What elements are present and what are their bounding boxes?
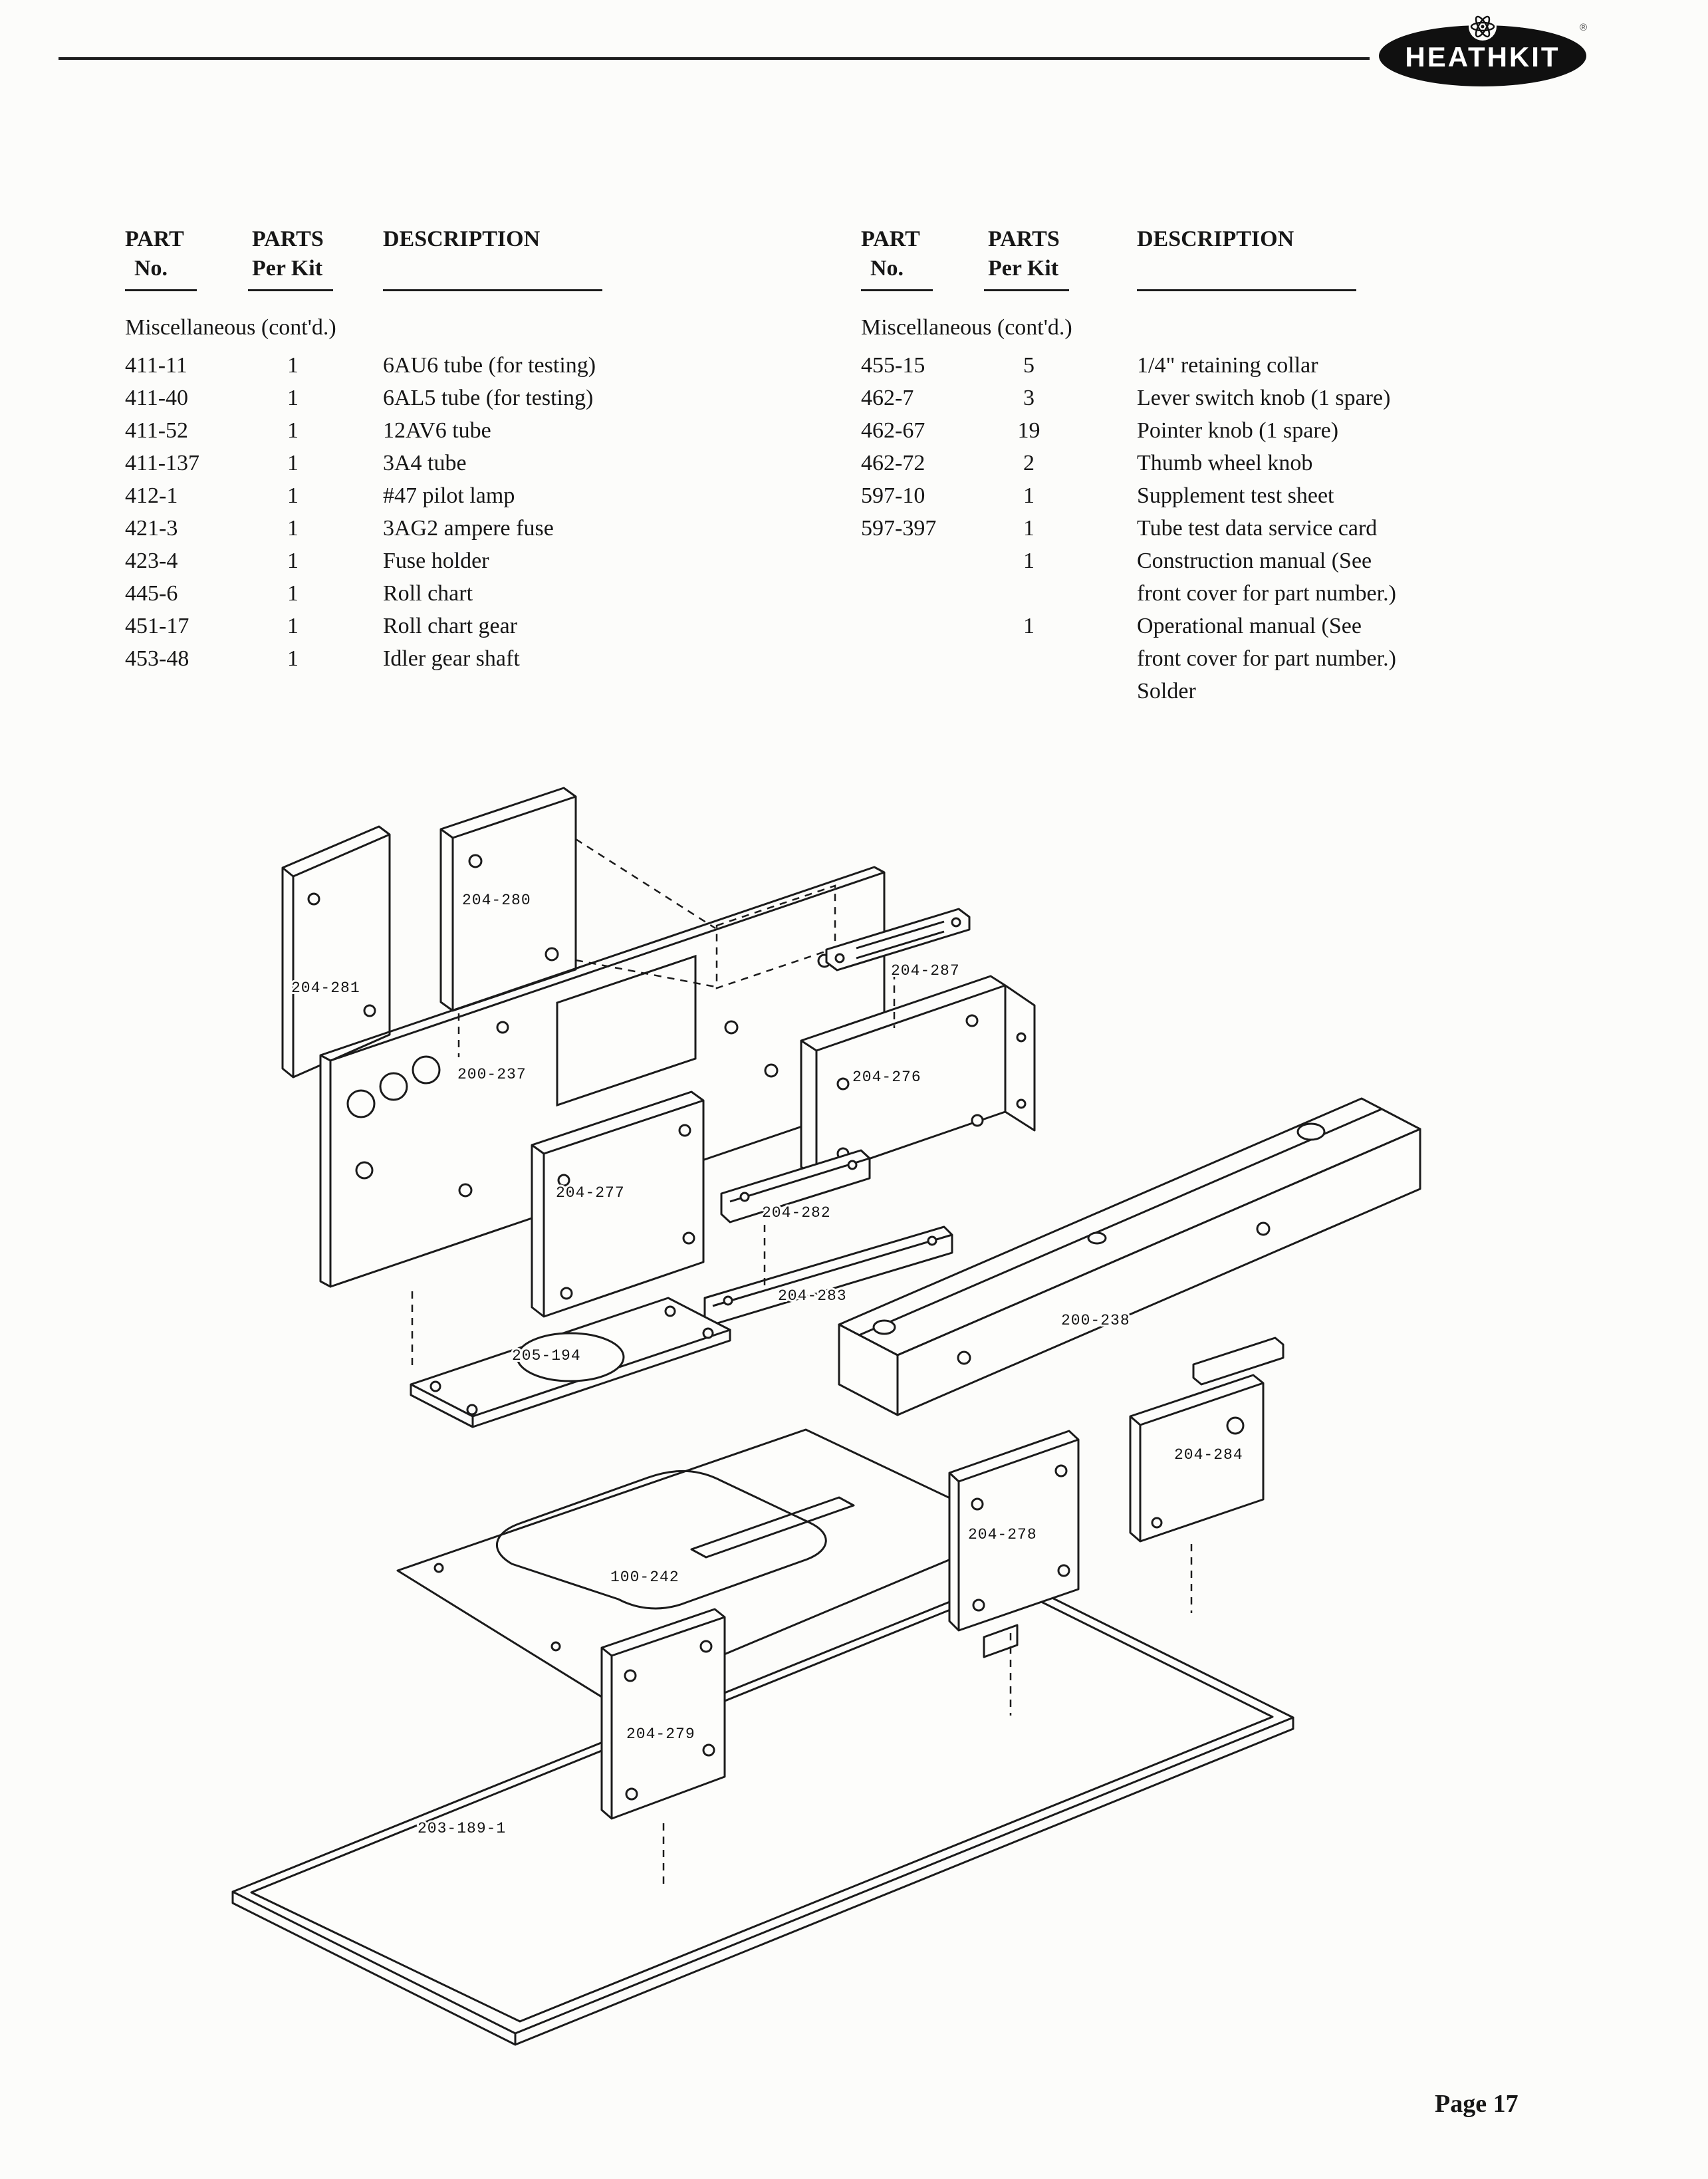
cell-qty: 3 bbox=[1023, 386, 1035, 410]
cell-part-no: 423-4 bbox=[125, 549, 178, 573]
cell-description: Tube test data service card bbox=[1137, 516, 1378, 541]
cell-part-no: 597-10 bbox=[861, 483, 925, 508]
cell-qty: 1 bbox=[287, 516, 299, 541]
cell-part-no: 462-67 bbox=[861, 418, 925, 443]
cell-description: 12AV6 tube bbox=[383, 418, 491, 443]
cell-qty: 2 bbox=[1023, 451, 1035, 475]
cell-description: 6AU6 tube (for testing) bbox=[383, 353, 596, 378]
section-title: Miscellaneous (cont'd.) bbox=[125, 315, 336, 340]
cell-description: 6AL5 tube (for testing) bbox=[383, 386, 594, 410]
cell-part-no: 421-3 bbox=[125, 516, 178, 541]
header-part-line1: PART bbox=[125, 227, 184, 251]
base-plate-203-189-1 bbox=[233, 1577, 1293, 2045]
part-label: 204-276 bbox=[852, 1069, 921, 1086]
cell-description: Construction manual (See bbox=[1137, 549, 1372, 573]
cell-qty: 1 bbox=[1023, 516, 1035, 541]
part-label: 204-280 bbox=[462, 892, 531, 909]
cell-qty: 1 bbox=[287, 614, 299, 638]
part-label: 100-242 bbox=[610, 1569, 679, 1586]
part-label: 204-277 bbox=[556, 1184, 625, 1202]
header-part-line2: No. bbox=[134, 256, 168, 281]
cell-qty: 1 bbox=[287, 581, 299, 606]
logo-brand-text: HEATHKIT bbox=[1405, 41, 1560, 72]
cell-description: Roll chart bbox=[383, 581, 473, 606]
cell-qty: 1 bbox=[1023, 549, 1035, 573]
cell-qty: 1 bbox=[287, 549, 299, 573]
cell-description: Thumb wheel knob bbox=[1137, 451, 1313, 475]
cell-qty: 1 bbox=[287, 646, 299, 671]
part-label: 204-278 bbox=[968, 1526, 1037, 1543]
cell-part-no: 445-6 bbox=[125, 581, 178, 606]
part-label: 200-238 bbox=[1061, 1312, 1130, 1329]
cell-part-no: 597-397 bbox=[861, 516, 937, 541]
cell-part-no: 411-40 bbox=[125, 386, 189, 410]
header-qty-line1: PARTS bbox=[988, 227, 1060, 251]
header-desc: DESCRIPTION bbox=[1137, 227, 1294, 251]
part-label: 200-237 bbox=[457, 1066, 527, 1083]
cell-description: 1/4" retaining collar bbox=[1137, 353, 1318, 378]
header-qty-line2: Per Kit bbox=[988, 256, 1059, 281]
section-title: Miscellaneous (cont'd.) bbox=[861, 315, 1072, 340]
cell-part-no: 412-1 bbox=[125, 483, 178, 508]
cell-description: Supplement test sheet bbox=[1137, 483, 1334, 508]
cell-part-no: 411-137 bbox=[125, 451, 200, 475]
header-part-line2: No. bbox=[870, 256, 904, 281]
cell-part-no: 411-52 bbox=[125, 418, 189, 443]
cell-description: Fuse holder bbox=[383, 549, 489, 573]
part-label: 204-284 bbox=[1174, 1446, 1243, 1464]
header-desc: DESCRIPTION bbox=[383, 227, 541, 251]
cell-description: Operational manual (See bbox=[1137, 614, 1362, 638]
cell-qty: 1 bbox=[1023, 483, 1035, 508]
cell-qty: 1 bbox=[287, 386, 299, 410]
part-label: 204-287 bbox=[891, 962, 960, 979]
cell-description: Pointer knob (1 spare) bbox=[1137, 418, 1339, 443]
cell-qty: 1 bbox=[287, 353, 299, 378]
header-qty-line1: PARTS bbox=[252, 227, 324, 251]
cell-qty: 1 bbox=[287, 483, 299, 508]
cell-description: Idler gear shaft bbox=[383, 646, 520, 671]
cell-part-no: 451-17 bbox=[125, 614, 189, 638]
cell-part-no: 453-48 bbox=[125, 646, 189, 671]
part-label: 204-281 bbox=[291, 979, 360, 997]
cell-description: 3AG2 ampere fuse bbox=[383, 516, 554, 541]
cell-description: front cover for part number.) bbox=[1137, 581, 1396, 606]
header-part-line1: PART bbox=[861, 227, 920, 251]
cell-description: front cover for part number.) bbox=[1137, 646, 1396, 671]
header-qty-line2: Per Kit bbox=[252, 256, 323, 281]
part-label: 204-282 bbox=[762, 1204, 831, 1221]
cell-description: 3A4 tube bbox=[383, 451, 467, 475]
cell-description: Roll chart gear bbox=[383, 614, 518, 638]
panel-204-281 bbox=[283, 827, 390, 1077]
cell-part-no: 462-72 bbox=[861, 451, 925, 475]
cell-qty: 5 bbox=[1023, 353, 1035, 378]
page-number: Page 17 bbox=[1435, 2090, 1519, 2118]
part-label: 203-189-1 bbox=[418, 1820, 507, 1837]
part-label: 204-279 bbox=[626, 1726, 695, 1743]
part-label: 205-194 bbox=[512, 1347, 581, 1364]
cell-description: #47 pilot lamp bbox=[383, 483, 515, 508]
cell-part-no: 455-15 bbox=[861, 353, 925, 378]
part-label: 204-283 bbox=[778, 1287, 847, 1305]
cell-description: Lever switch knob (1 spare) bbox=[1137, 386, 1391, 410]
cell-qty: 19 bbox=[1017, 418, 1040, 443]
cell-qty: 1 bbox=[287, 418, 299, 443]
panel-204-284 bbox=[1130, 1338, 1283, 1541]
cell-part-no: 411-11 bbox=[125, 353, 187, 378]
cell-qty: 1 bbox=[287, 451, 299, 475]
cell-description: Solder bbox=[1137, 679, 1196, 704]
cell-qty: 1 bbox=[1023, 614, 1035, 638]
registered-mark: ® bbox=[1580, 22, 1588, 33]
cell-part-no: 462-7 bbox=[861, 386, 914, 410]
